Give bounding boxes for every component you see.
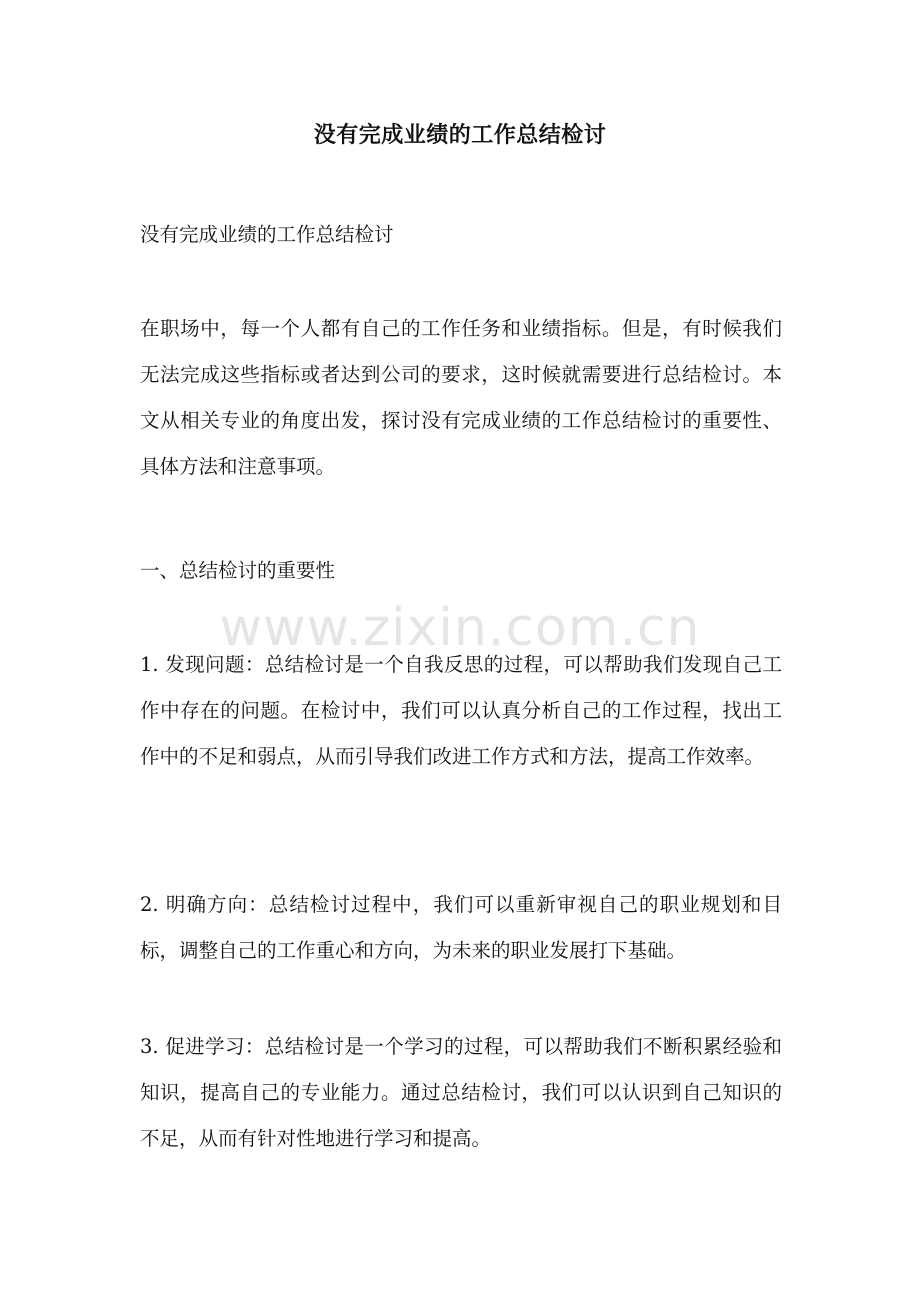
document-subtitle: 没有完成业绩的工作总结检讨 [140,223,394,246]
section-heading: 一、总结检讨的重要性 [140,559,336,582]
list-item-discover-problems: 1. 发现问题：总结检讨是一个自我反思的过程，可以帮助我们发现自己工作中存在的问题。在检讨中，我们可以认真分析自己的工作过程，找出工作中的不足和弱点，从而引导我们改进工作方式和方法，提高工作效率。 [140,653,782,768]
document-title: 没有完成业绩的工作总结检讨 [313,122,607,148]
watermark: www.zixin.com.cn [219,598,701,658]
list-item-promote-learning: 3. 促进学习：总结检讨是一个学习的过程，可以帮助我们不断积累经验和知识，提高自己的专业能力。通过总结检讨，我们可以认识到自己知识的不足，从而有针对性地进行学习和提高。 [140,1035,782,1150]
intro-paragraph: 在职场中，每一个人都有自己的工作任务和业绩指标。但是，有时候我们无法完成这些指标或者达到公司的要求，这时候就需要进行总结检讨。本文从相关专业的角度出发，探讨没有完成业绩的工作总结检讨的重要性、具体方法和注意事项。 [140,317,782,478]
list-item-clarify-direction: 2. 明确方向：总结检讨过程中，我们可以重新审视自己的职业规划和目标，调整自己的工作重心和方向，为未来的职业发展打下基础。 [140,893,782,962]
